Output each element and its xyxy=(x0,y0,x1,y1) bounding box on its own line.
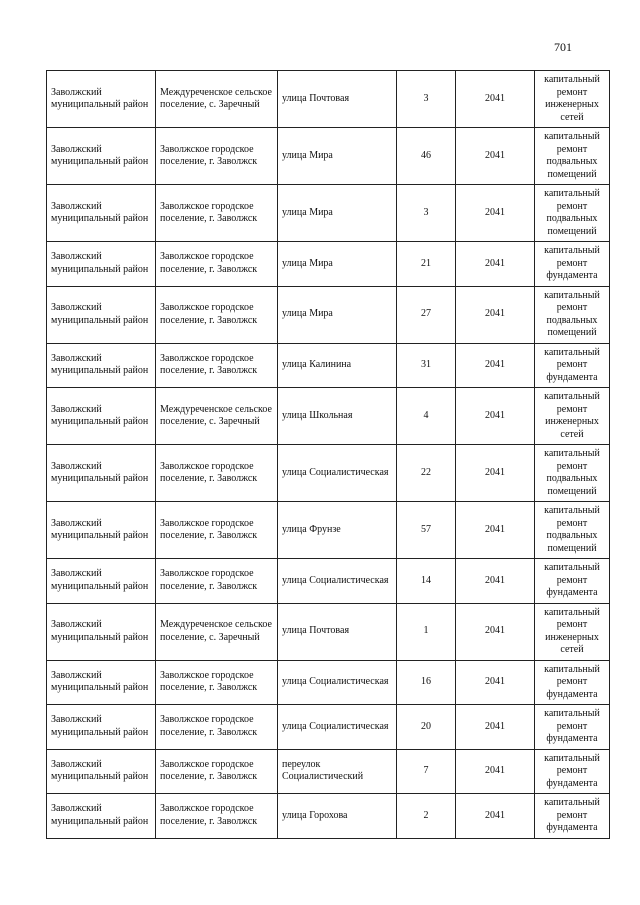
year-cell: 2041 xyxy=(456,749,535,794)
table-row xyxy=(47,242,610,287)
year-cell: 2041 xyxy=(456,794,535,839)
work-type-cell: капитальный ремонт инженерных сетей xyxy=(535,388,610,445)
work-type-cell: капитальный ремонт подвальных помещений xyxy=(535,128,610,185)
street-cell: улица Мира xyxy=(278,242,397,287)
year-cell: 2041 xyxy=(456,242,535,287)
year-cell: 2041 xyxy=(456,445,535,502)
house-number-cell: 16 xyxy=(397,660,456,705)
table-row xyxy=(47,502,610,559)
house-number-cell: 14 xyxy=(397,559,456,604)
street-cell: улица Социалистическая xyxy=(278,660,397,705)
table-row xyxy=(47,794,610,839)
street-cell: улица Школьная xyxy=(278,388,397,445)
street-cell: переулок Социалистический xyxy=(278,749,397,794)
table-row xyxy=(47,749,610,794)
year-cell: 2041 xyxy=(456,71,535,128)
year-cell: 2041 xyxy=(456,502,535,559)
work-type-cell: капитальный ремонт фундамента xyxy=(535,705,610,750)
work-type-cell: капитальный ремонт подвальных помещений xyxy=(535,445,610,502)
work-type-cell: капитальный ремонт фундамента xyxy=(535,749,610,794)
street-cell: улица Горохова xyxy=(278,794,397,839)
year-cell: 2041 xyxy=(456,705,535,750)
street-cell: улица Калинина xyxy=(278,343,397,388)
table-row xyxy=(47,185,610,242)
settlement-cell: Заволжское городское поселение, г. Заволжск xyxy=(156,128,278,185)
house-number-cell: 3 xyxy=(397,185,456,242)
street-cell: улица Социалистическая xyxy=(278,705,397,750)
district-cell: Заволжский муниципальный район xyxy=(47,343,156,388)
work-type-cell: капитальный ремонт подвальных помещений xyxy=(535,286,610,343)
settlement-cell: Междуреченское сельское поселение, с. Заречный xyxy=(156,71,278,128)
street-cell: улица Социалистическая xyxy=(278,559,397,604)
settlement-cell: Заволжское городское поселение, г. Заволжск xyxy=(156,705,278,750)
settlement-cell: Междуреченское сельское поселение, с. Заречный xyxy=(156,603,278,660)
street-cell: улица Социалистическая xyxy=(278,445,397,502)
year-cell: 2041 xyxy=(456,603,535,660)
settlement-cell: Заволжское городское поселение, г. Заволжск xyxy=(156,660,278,705)
table-row xyxy=(47,603,610,660)
house-number-cell: 27 xyxy=(397,286,456,343)
district-cell: Заволжский муниципальный район xyxy=(47,705,156,750)
work-type-cell: капитальный ремонт подвальных помещений xyxy=(535,185,610,242)
year-cell: 2041 xyxy=(456,559,535,604)
work-type-cell: капитальный ремонт фундамента xyxy=(535,343,610,388)
work-type-cell: капитальный ремонт фундамента xyxy=(535,559,610,604)
district-cell: Заволжский муниципальный район xyxy=(47,502,156,559)
table-row xyxy=(47,559,610,604)
district-cell: Заволжский муниципальный район xyxy=(47,445,156,502)
house-number-cell: 7 xyxy=(397,749,456,794)
settlement-cell: Заволжское городское поселение, г. Заволжск xyxy=(156,502,278,559)
table-body xyxy=(47,71,610,839)
house-number-cell: 3 xyxy=(397,71,456,128)
street-cell: улица Мира xyxy=(278,128,397,185)
house-number-cell: 1 xyxy=(397,603,456,660)
district-cell: Заволжский муниципальный район xyxy=(47,71,156,128)
house-number-cell: 46 xyxy=(397,128,456,185)
district-cell: Заволжский муниципальный район xyxy=(47,660,156,705)
house-number-cell: 22 xyxy=(397,445,456,502)
house-number-cell: 21 xyxy=(397,242,456,287)
district-cell: Заволжский муниципальный район xyxy=(47,286,156,343)
street-cell: улица Фрунзе xyxy=(278,502,397,559)
table-row xyxy=(47,71,610,128)
street-cell: улица Почтовая xyxy=(278,71,397,128)
year-cell: 2041 xyxy=(456,286,535,343)
settlement-cell: Заволжское городское поселение, г. Заволжск xyxy=(156,794,278,839)
house-number-cell: 20 xyxy=(397,705,456,750)
table-row xyxy=(47,705,610,750)
district-cell: Заволжский муниципальный район xyxy=(47,794,156,839)
table-row xyxy=(47,286,610,343)
table-row xyxy=(47,388,610,445)
street-cell: улица Почтовая xyxy=(278,603,397,660)
street-cell: улица Мира xyxy=(278,185,397,242)
registry-table xyxy=(46,70,610,839)
settlement-cell: Заволжское городское поселение, г. Заволжск xyxy=(156,445,278,502)
settlement-cell: Заволжское городское поселение, г. Заволжск xyxy=(156,343,278,388)
work-type-cell: капитальный ремонт инженерных сетей xyxy=(535,71,610,128)
district-cell: Заволжский муниципальный район xyxy=(47,749,156,794)
page-number: 701 xyxy=(554,40,572,54)
work-type-cell: капитальный ремонт фундамента xyxy=(535,794,610,839)
year-cell: 2041 xyxy=(456,388,535,445)
settlement-cell: Заволжское городское поселение, г. Заволжск xyxy=(156,559,278,604)
settlement-cell: Заволжское городское поселение, г. Заволжск xyxy=(156,242,278,287)
house-number-cell: 57 xyxy=(397,502,456,559)
district-cell: Заволжский муниципальный район xyxy=(47,185,156,242)
work-type-cell: капитальный ремонт подвальных помещений xyxy=(535,502,610,559)
table-row xyxy=(47,445,610,502)
street-cell: улица Мира xyxy=(278,286,397,343)
house-number-cell: 31 xyxy=(397,343,456,388)
work-type-cell: капитальный ремонт фундамента xyxy=(535,242,610,287)
year-cell: 2041 xyxy=(456,128,535,185)
settlement-cell: Междуреченское сельское поселение, с. Заречный xyxy=(156,388,278,445)
year-cell: 2041 xyxy=(456,185,535,242)
house-number-cell: 2 xyxy=(397,794,456,839)
district-cell: Заволжский муниципальный район xyxy=(47,242,156,287)
table-row xyxy=(47,660,610,705)
work-type-cell: капитальный ремонт фундамента xyxy=(535,660,610,705)
settlement-cell: Заволжское городское поселение, г. Заволжск xyxy=(156,749,278,794)
district-cell: Заволжский муниципальный район xyxy=(47,128,156,185)
house-number-cell: 4 xyxy=(397,388,456,445)
settlement-cell: Заволжское городское поселение, г. Заволжск xyxy=(156,185,278,242)
district-cell: Заволжский муниципальный район xyxy=(47,388,156,445)
district-cell: Заволжский муниципальный район xyxy=(47,559,156,604)
table-row xyxy=(47,343,610,388)
year-cell: 2041 xyxy=(456,343,535,388)
district-cell: Заволжский муниципальный район xyxy=(47,603,156,660)
settlement-cell: Заволжское городское поселение, г. Заволжск xyxy=(156,286,278,343)
year-cell: 2041 xyxy=(456,660,535,705)
work-type-cell: капитальный ремонт инженерных сетей xyxy=(535,603,610,660)
table-row xyxy=(47,128,610,185)
